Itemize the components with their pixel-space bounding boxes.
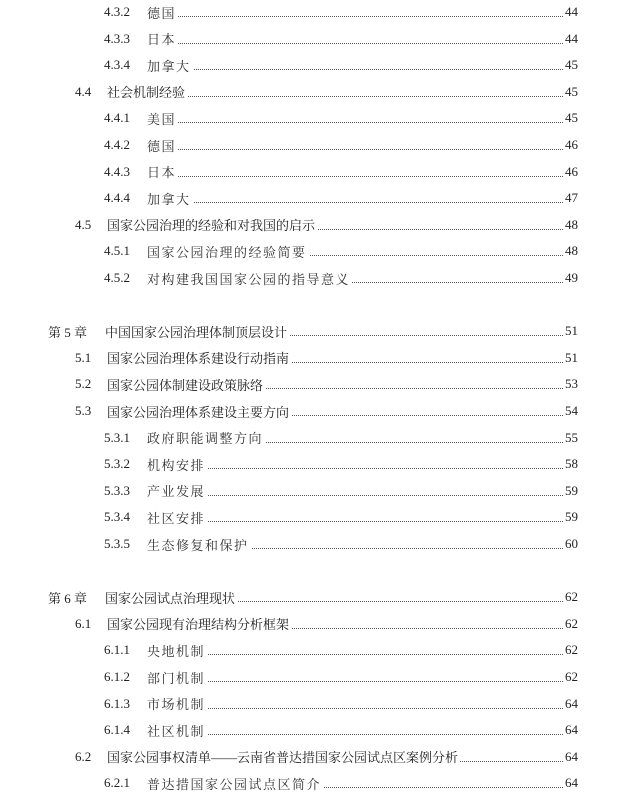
toc-entry[interactable] [0, 614, 633, 634]
toc-entry[interactable] [0, 481, 633, 501]
toc-entry[interactable] [0, 720, 633, 740]
toc-entry-number: 6.1.3 [104, 695, 130, 711]
toc-entry-number: 4.3.2 [104, 4, 130, 19]
toc-entry-number: 4.4.2 [104, 137, 130, 152]
toc-entry[interactable] [0, 241, 633, 261]
toc-entry-number: 5.3.4 [104, 509, 130, 525]
toc-entry[interactable] [0, 534, 633, 554]
toc-entry-title: 国家公园治理体系建设主要方向 [107, 402, 291, 421]
toc-entry-title: 加拿大 [147, 189, 193, 208]
toc-entry-page: 46 [565, 137, 578, 152]
toc-entry-title: 部门机制 [147, 668, 207, 687]
toc-entry-title: 美国 [147, 109, 178, 128]
toc-entry-title: 普达措国家公园试点区简介 [147, 774, 323, 793]
toc-entry-number: 6.1.1 [104, 642, 130, 658]
toc-entry[interactable] [0, 773, 633, 793]
toc-entry-number: 5.3.1 [104, 429, 130, 445]
toc-entry[interactable] [0, 55, 633, 75]
dot-leader [147, 708, 577, 709]
toc-entry-title: 生态修复和保护 [147, 535, 251, 554]
toc-entry-title: 德国 [147, 136, 178, 155]
toc-entry-number: 6.2 [75, 748, 92, 764]
toc-entry[interactable] [0, 348, 633, 368]
toc-entry-title: 市场机制 [147, 694, 207, 713]
toc-entry-number: 6.1 [75, 615, 92, 631]
toc-entry-title: 国家公园体制建设政策脉络 [107, 375, 265, 394]
toc-entry-number: 6.2.1 [104, 775, 130, 791]
toc-entry-number: 5.3.5 [104, 536, 130, 551]
toc-entry-title: 政府职能调整方向 [147, 428, 265, 447]
toc-entry-title: 对构建我国国家公园的指导意义 [147, 269, 352, 288]
toc-entry-number: 4.4.1 [104, 110, 130, 126]
toc-entry-title: 社区机制 [147, 721, 207, 740]
toc-entry-number: 4.5 [75, 216, 92, 232]
toc-entry-page: 47 [565, 190, 578, 206]
toc-entry-title: 国家公园试点治理现状 [105, 588, 237, 607]
toc-entry-title: 社会机制经验 [107, 82, 187, 101]
toc-entry-number: 5.1 [75, 349, 92, 365]
toc-entry-page: 49 [565, 270, 578, 285]
toc-entry[interactable] [0, 215, 633, 235]
toc-entry[interactable] [0, 401, 633, 421]
toc-entry-title: 产业发展 [147, 481, 207, 500]
toc-entry-page: 45 [565, 83, 578, 99]
dot-leader [147, 69, 577, 70]
toc-entry-number: 6.1.4 [104, 722, 130, 738]
toc-entry-page: 45 [565, 57, 578, 73]
toc-entry-number: 4.4 [75, 83, 92, 99]
toc-entry-title: 中国国家公园治理体制顶层设计 [105, 322, 289, 341]
toc-entry-title: 德国 [147, 3, 178, 22]
toc-entry-title: 机构安排 [147, 455, 207, 474]
toc-entry-page: 48 [565, 243, 578, 259]
toc-entry-number: 4.4.3 [104, 163, 130, 179]
toc-entry[interactable] [0, 454, 633, 474]
dot-leader [147, 734, 577, 735]
toc-entry-page: 44 [565, 4, 578, 19]
toc-entry[interactable] [0, 747, 633, 767]
toc-entry-page: 59 [565, 509, 578, 525]
dot-leader [147, 495, 577, 496]
dot-leader [147, 43, 577, 44]
toc-entry[interactable] [0, 667, 633, 687]
toc-entry-number: 5.2 [75, 376, 92, 392]
toc-entry-title: 国家公园治理的经验和对我国的启示 [107, 215, 317, 234]
toc-entry-page: 58 [565, 456, 578, 472]
toc-entry-title: 央地机制 [147, 641, 207, 660]
toc-entry-title: 国家公园治理的经验简要 [147, 242, 309, 261]
toc-entry-page: 60 [565, 536, 578, 551]
toc-entry-number: 6.1.2 [104, 669, 130, 684]
toc-chapter-entry[interactable] [0, 321, 633, 341]
toc-entry-page: 64 [565, 695, 578, 711]
toc-entry-number: 5.3.2 [104, 456, 130, 472]
toc-entry-page: 62 [565, 669, 578, 684]
toc-entry-title: 国家公园现有治理结构分析框架 [107, 614, 291, 633]
dot-leader [147, 149, 577, 150]
dot-leader [147, 16, 577, 17]
toc-entry[interactable] [0, 82, 633, 102]
toc-entry-number: 第 6 章 [48, 590, 88, 606]
toc-entry[interactable] [0, 640, 633, 660]
toc-entry-number: 4.3.4 [104, 57, 130, 73]
dot-leader [147, 122, 577, 123]
toc-entry-page: 59 [565, 482, 578, 498]
toc-entry-page: 45 [565, 110, 578, 126]
toc-entry-title: 国家公园事权清单——云南省普达措国家公园试点区案例分析 [107, 747, 460, 766]
toc-entry-number: 5.3 [75, 403, 92, 418]
dot-leader [147, 202, 577, 203]
dot-leader [147, 176, 577, 177]
toc-entry-page: 48 [565, 216, 578, 232]
toc-entry-title: 社区安排 [147, 508, 207, 527]
toc-entry-title: 国家公园治理体系建设行动指南 [107, 348, 291, 367]
toc-entry[interactable] [0, 162, 633, 182]
toc-entry[interactable] [0, 2, 633, 22]
toc-entry-page: 51 [565, 323, 578, 339]
toc-entry-page: 46 [565, 163, 578, 179]
toc-entry[interactable] [0, 108, 633, 128]
toc-entry-page: 64 [565, 775, 578, 791]
toc-entry-number: 第 5 章 [48, 324, 88, 340]
toc-entry[interactable] [0, 428, 633, 448]
toc-entry-number: 4.4.4 [104, 190, 130, 206]
toc-entry-page: 64 [565, 722, 578, 738]
toc-entry[interactable] [0, 268, 633, 288]
toc-entry-page: 62 [565, 642, 578, 658]
toc-entry[interactable] [0, 188, 633, 208]
toc-entry-page: 53 [565, 376, 578, 392]
toc-entry-number: 5.3.3 [104, 482, 130, 498]
toc-entry-page: 64 [565, 748, 578, 764]
toc-entry[interactable] [0, 135, 633, 155]
dot-leader [147, 681, 577, 682]
toc-entry-number: 4.5.2 [104, 270, 130, 285]
toc-entry[interactable] [0, 374, 633, 394]
toc-entry-title: 日本 [147, 29, 178, 48]
toc-entry[interactable] [0, 694, 633, 714]
toc-entry-page: 54 [565, 403, 578, 418]
toc-entry[interactable] [0, 507, 633, 527]
toc-entry-number: 4.5.1 [104, 243, 130, 259]
toc-entry[interactable] [0, 29, 633, 49]
toc-entry-page: 62 [565, 615, 578, 631]
toc-entry-page: 62 [565, 589, 578, 605]
toc-entry-title: 加拿大 [147, 56, 193, 75]
toc-entry-page: 51 [565, 349, 578, 365]
dot-leader [147, 521, 577, 522]
toc-entry-title: 日本 [147, 162, 178, 181]
toc-entry-page: 44 [565, 30, 578, 46]
dot-leader [147, 468, 577, 469]
toc-entry-number: 4.3.3 [104, 30, 130, 46]
dot-leader [147, 654, 577, 655]
toc-chapter-entry[interactable] [0, 587, 633, 607]
toc-entry-page: 55 [565, 429, 578, 445]
